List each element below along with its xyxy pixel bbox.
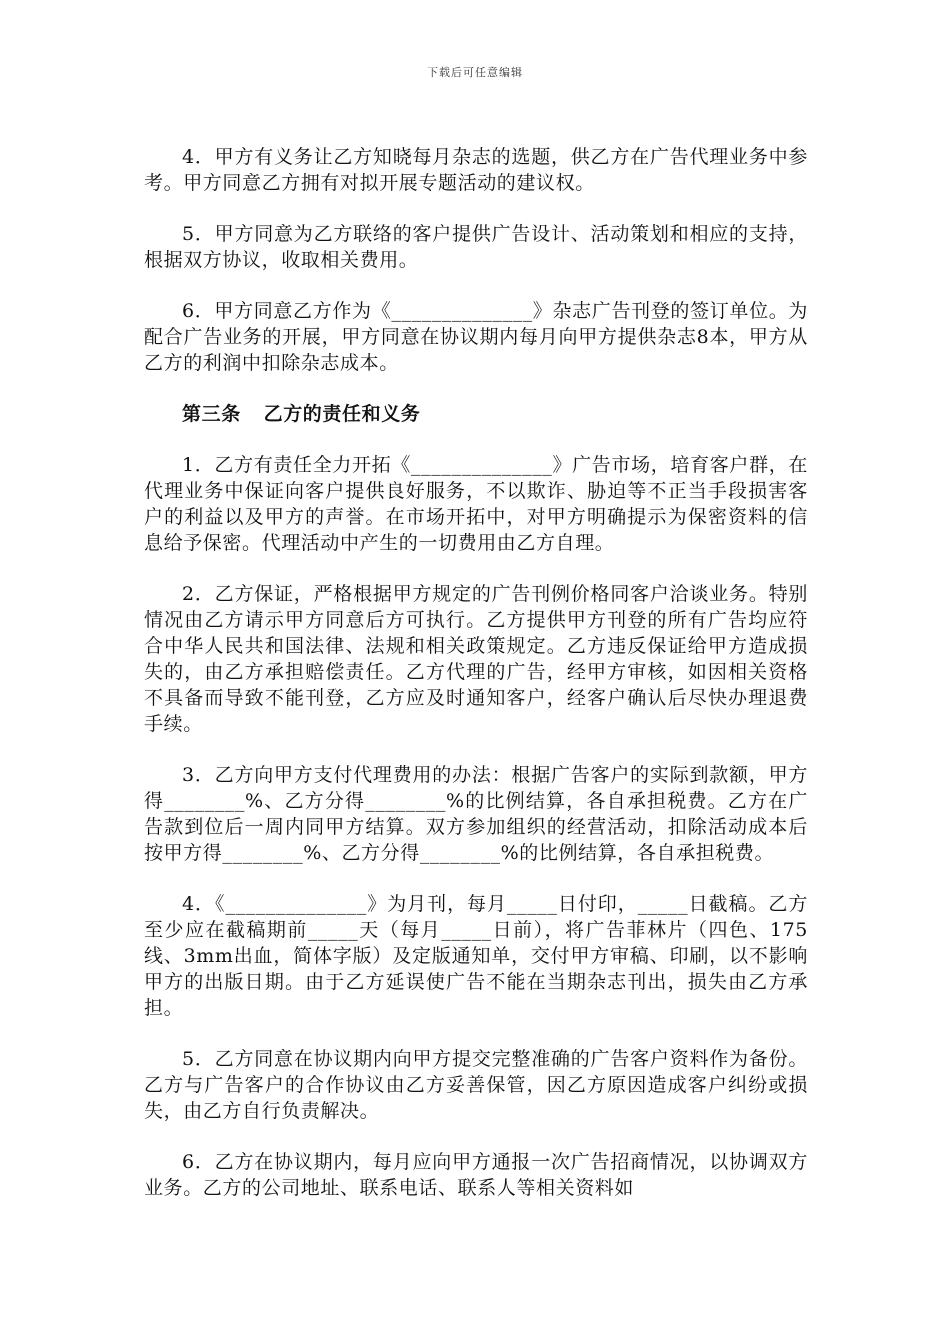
- section-number: 第三条: [182, 403, 241, 425]
- clause-paragraph-b1: 1．乙方有责任全力开拓《______________》广告市场，培育客户群，在代理业务中保证向客户提供良好服务，不以欺诈、胁迫等不正当手段损害客户的利益以及甲方的声誉。在市场开拓中，对甲方明确提示为保密资料的信息给予保密。代理活动中产生的一切费用由乙方自理。: [144, 454, 808, 554]
- clause-paragraph-a6: 6．甲方同意乙方作为《______________》杂志广告刊登的签订单位。为配合广告业务的开展，甲方同意在协议期内每月向甲方提供杂志8本，甲方从乙方的利润中扣除杂志成本。: [144, 300, 808, 374]
- clause-paragraph-a5: 5．甲方同意为乙方联络的客户提供广告设计、活动策划和相应的支持，根据双方协议，收取相关费用。: [144, 223, 808, 271]
- clause-paragraph-b4: 4．《______________》为月刊，每月_____日付印，_____日截稿。乙方至少应在截稿期前_____天（每月_____日前），将广告菲林片（四色、175线、3mm出血，简体字版）及定版通知单，交付甲方审稿、印刷，以不影响甲方的出版日期。由于乙方延误使广告不能在当期杂志刊出，损失由乙方承担。: [144, 893, 808, 1019]
- clause-paragraph-b6: 6．乙方在协议期内，每月应向甲方通报一次广告招商情况，以协调双方业务。乙方的公司地址、联系电话、联系人等相关资料如: [144, 1151, 808, 1199]
- section-heading: [144, 401, 808, 427]
- clause-paragraph-a4: 4．甲方有义务让乙方知晓每月杂志的选题，供乙方在广告代理业务中参考。甲方同意乙方拥有对拟开展专题活动的建议权。: [144, 146, 808, 194]
- clause-paragraph-b3: 3．乙方向甲方支付代理费用的办法：根据广告客户的实际到款额，甲方得________%、乙方分得________%的比例结算，各自承担税费。乙方在广告款到位后一周内同甲方结算。双方参加组织的经营活动，扣除活动成本后按甲方得________%、乙方分得________%的比例结算，各自承担税费。: [144, 764, 808, 864]
- document-body: [144, 144, 808, 1226]
- clause-paragraph-b2: 2．乙方保证，严格根据甲方规定的广告刊例价格同客户洽谈业务。特别情况由乙方请示甲方同意后方可执行。乙方提供甲方刊登的所有广告均应符合中华人民共和国法律、法规和相关政策规定。乙方违反保证给甲方造成损失的，由乙方承担赔偿责任。乙方代理的广告，经甲方审核，如因相关资格不具备而导致不能刊登，乙方应及时通知客户，经客户确认后尽快办理退费手续。: [144, 583, 808, 735]
- page-header: 下载后可任意编辑: [427, 66, 523, 79]
- section-title: 乙方的责任和义务: [263, 403, 421, 425]
- clause-paragraph-b5: 5．乙方同意在协议期内向甲方提交完整准确的广告客户资料作为备份。乙方与广告客户的合作协议由乙方妥善保管，因乙方原因造成客户纠纷或损失，由乙方自行负责解决。: [144, 1048, 808, 1122]
